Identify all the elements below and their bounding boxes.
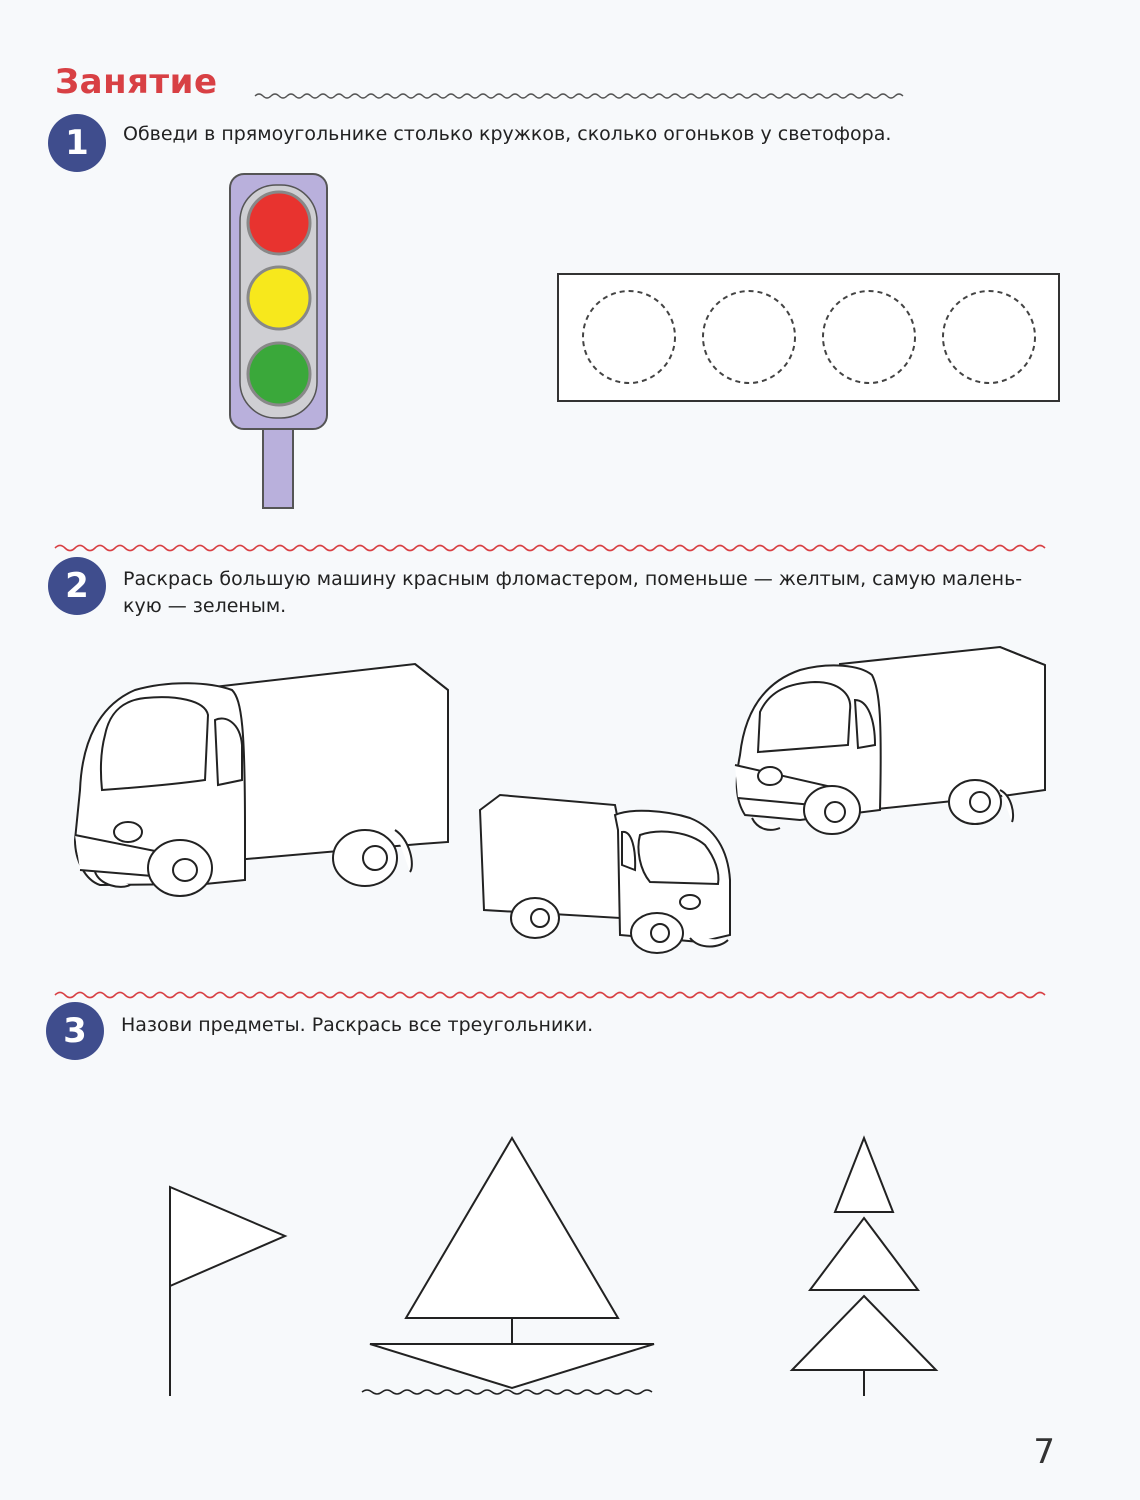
title-wavy-line xyxy=(255,94,903,98)
section-title: Занятие xyxy=(55,62,218,102)
fir-tree-icon xyxy=(792,1138,936,1396)
task-instruction-line: кую — зеленым. xyxy=(123,595,287,617)
separator-1 xyxy=(55,546,1045,551)
small-truck-icon xyxy=(480,795,730,953)
flag-icon xyxy=(170,1187,285,1396)
task-instruction: Назови предметы. Раскрась все треугольники. xyxy=(121,1014,594,1036)
large-truck-icon xyxy=(75,664,448,896)
task-instruction: Обведи в прямоугольнике столько кружков, сколько огоньков у светофора. xyxy=(123,123,892,145)
task-number-badge: 1 xyxy=(48,114,106,172)
separator-2 xyxy=(55,993,1045,998)
sailboat-icon xyxy=(362,1138,654,1394)
traffic-light-icon xyxy=(230,174,327,508)
task-number-badge: 2 xyxy=(48,557,106,615)
medium-truck-icon xyxy=(735,647,1045,834)
task-number-badge: 3 xyxy=(46,1002,104,1060)
circles-answer-box xyxy=(558,274,1059,401)
page-number: 7 xyxy=(1033,1432,1055,1472)
task-instruction-line: Раскрась большую машину красным фломастером, поменьше — желтым, самую малень- xyxy=(123,568,1023,590)
